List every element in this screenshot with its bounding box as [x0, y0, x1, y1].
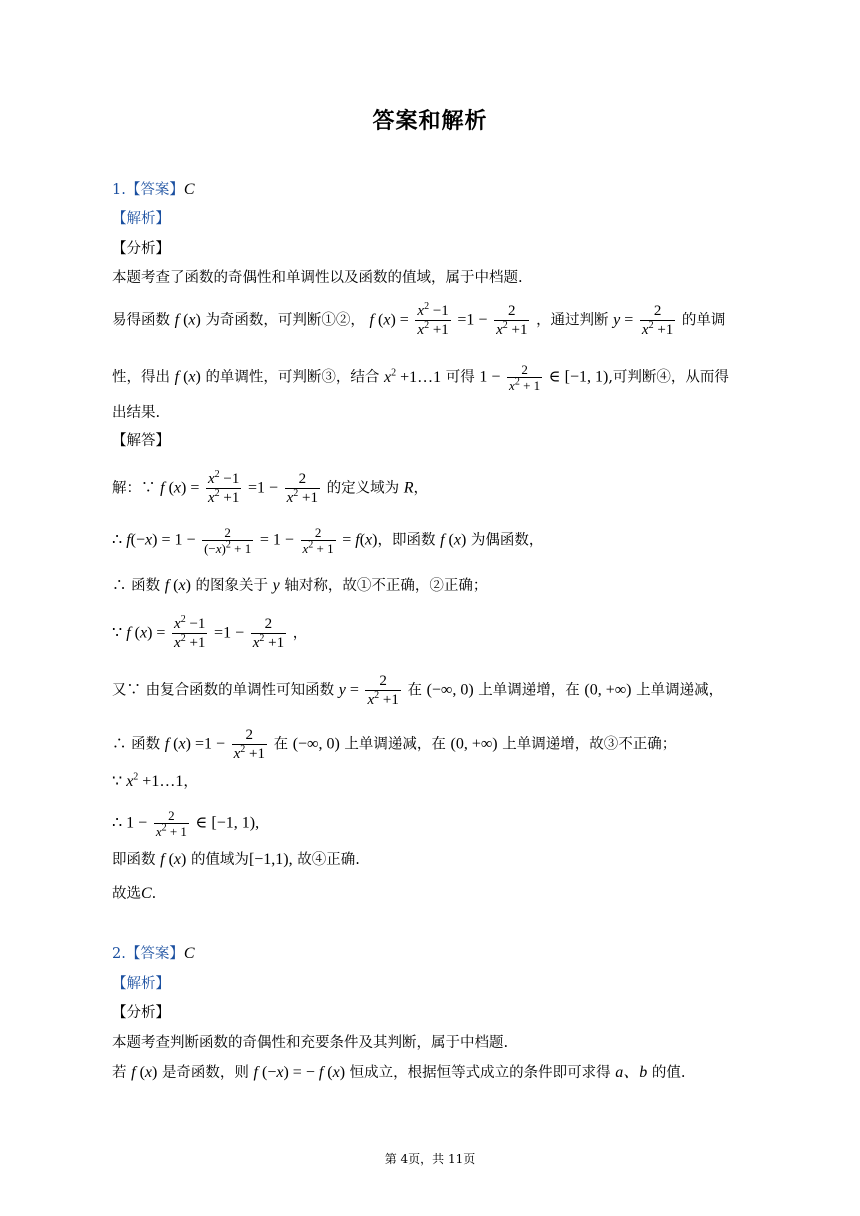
- q2-analysis-p1: 本题考查判断函数的奇偶性和充要条件及其判断，属于中档题.: [112, 1035, 509, 1051]
- q1-solution-s6: ∴ 函数 f (x) =1 − $\frac{2}{x^2 +1}$ 在 (−∞, 0) 上单调递减，在 (0, +∞) 上单调递增，故③不正确；: [112, 727, 677, 762]
- q1-jieda-label: 【解答】: [112, 433, 170, 449]
- q1-analysis-p3: 性，得出 f (x) 的单调性，可判断③，结合 $x^2$ +1…1 可得 1 − $\frac{2}{x^2 + 1}$ ∈ [−1, 1),可判断④，从而得: [112, 362, 729, 393]
- q1-solution-s4: ∵ f (x) = $\frac{x^2 -1}{x^2 +1}$ =1 − $\frac{2}{x^2 +1}$ ，: [112, 614, 308, 651]
- q2-fenxi-label: 【分析】: [112, 1005, 170, 1021]
- q1-jiexi-label: 【解析】: [112, 211, 170, 227]
- q1-number: 1.: [112, 182, 126, 198]
- q1-analysis-p2: 易得函数 f (x) 为奇函数，可判断①②， f (x) = $\frac{x^2 -1}{x^2 +1}$ =1 − $\frac{2}{x^2 +1}$ ，通过判断 y = $\frac{2}{x^2 +1}$ 的单调: [112, 301, 726, 338]
- q1-solution-s9: 即函数 f (x) 的值域为[−1,1), 故④正确.: [112, 851, 360, 868]
- q1-solution-s1: 解：∵ f (x) = $\frac{x^2 -1}{x^2 +1}$ =1 − $\frac{2}{x^2 +1}$ 的定义域为 R，: [112, 469, 429, 506]
- q1-analysis-p1: 本题考查了函数的奇偶性和单调性以及函数的值域，属于中档题.: [112, 270, 523, 286]
- q2-analysis-p2: 若 f (x) 是奇函数，则 f (−x) = − f (x) 恒成立，根据恒等式成立的条件即可求得 a、b 的值.: [112, 1064, 686, 1081]
- q1-answer: C: [183, 181, 195, 198]
- page-title: 答案和解析: [372, 109, 488, 134]
- q1-solution-s10: 故选C.: [112, 885, 157, 902]
- q2-number: 2.: [112, 946, 126, 962]
- q2-answer-line: [112, 942, 752, 966]
- q2-answer-label: 【答案】: [125, 946, 184, 962]
- q1-answer-line: [112, 178, 752, 202]
- q1-solution-s2: ∴ f(−x) = 1 − $\frac{2}{(-x)^2 + 1}$ = 1 − $\frac{2}{x^2 + 1}$ = f(x)，即函数 f (x) 为偶函数，: [112, 525, 544, 556]
- q1-analysis-p4: 出结果.: [112, 405, 161, 421]
- q1-solution-s5: 又∵ 由复合函数的单调性可知函数 y = $\frac{2}{x^2 +1}$ 在 (−∞, 0) 上单调递增，在 (0, +∞) 上单调递减，: [112, 673, 724, 708]
- q1-solution-s7: ∵ $x^2$ +1…1，: [112, 771, 198, 790]
- q1-solution-s8: ∴ 1 − $\frac{2}{x^2 + 1}$ ∈ [−1, 1),: [112, 808, 260, 839]
- q2-answer: C: [183, 945, 195, 962]
- q1-answer-label: 【答案】: [125, 182, 184, 198]
- q2-jiexi-label: 【解析】: [112, 976, 170, 992]
- q1-solution-s3: ∴ 函数 f (x) 的图象关于 y 轴对称，故①不正确，②正确；: [112, 577, 488, 594]
- page-footer: 第 4页，共 11页: [384, 1152, 476, 1166]
- q1-fenxi-label: 【分析】: [112, 241, 170, 257]
